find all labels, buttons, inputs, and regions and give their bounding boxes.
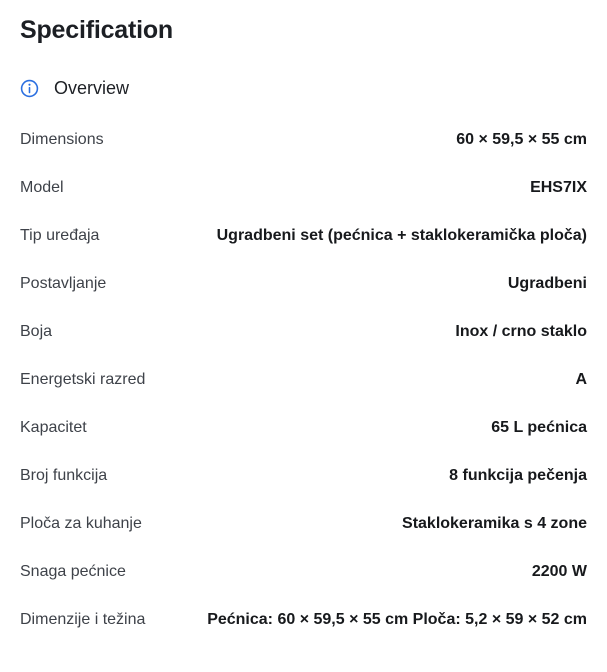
spec-value: Ugradbeni set (pećnica + staklokeramička ploča) [216, 226, 587, 244]
spec-row [20, 595, 587, 643]
spec-value: Inox / crno staklo [455, 322, 587, 340]
spec-value: 2200 W [531, 562, 587, 580]
spec-row [20, 211, 587, 259]
overview-section-label: Overview [54, 78, 130, 98]
spec-value: 60 × 59,5 × 55 cm [456, 130, 587, 148]
spec-value: EHS7IX [530, 178, 587, 196]
spec-label: Tip uređaja [20, 226, 100, 244]
info-circle-icon[interactable] [20, 79, 39, 98]
spec-label: Postavljanje [20, 274, 107, 292]
spec-row [20, 451, 587, 499]
spec-row [20, 307, 587, 355]
spec-row [20, 547, 587, 595]
specification-table [20, 115, 587, 643]
spec-value: 8 funkcija pečenja [449, 466, 587, 484]
spec-label: Energetski razred [20, 370, 146, 388]
spec-row [20, 115, 587, 163]
spec-label: Dimenzije i težina [20, 610, 146, 628]
spec-label: Broj funkcija [20, 466, 108, 484]
spec-value: Pećnica: 60 × 59,5 × 55 cm Ploča: 5,2 × 59 × 52 cm [207, 610, 587, 628]
spec-label: Boja [20, 322, 53, 340]
spec-value: Staklokeramika s 4 zone [402, 514, 587, 532]
spec-label: Ploča za kuhanje [20, 514, 142, 532]
spec-value: Ugradbeni [507, 274, 587, 292]
spec-row [20, 355, 587, 403]
page-title: Specification [20, 16, 173, 44]
spec-row [20, 499, 587, 547]
spec-row [20, 403, 587, 451]
overview-section-header [20, 76, 587, 100]
spec-label: Kapacitet [20, 418, 87, 436]
spec-value: A [575, 370, 587, 388]
spec-row [20, 163, 587, 211]
spec-row [20, 259, 587, 307]
spec-label: Dimensions [20, 130, 104, 148]
spec-value: 65 L pećnica [491, 418, 587, 436]
spec-label: Model [20, 178, 64, 196]
spec-label: Snaga pećnice [20, 562, 126, 580]
